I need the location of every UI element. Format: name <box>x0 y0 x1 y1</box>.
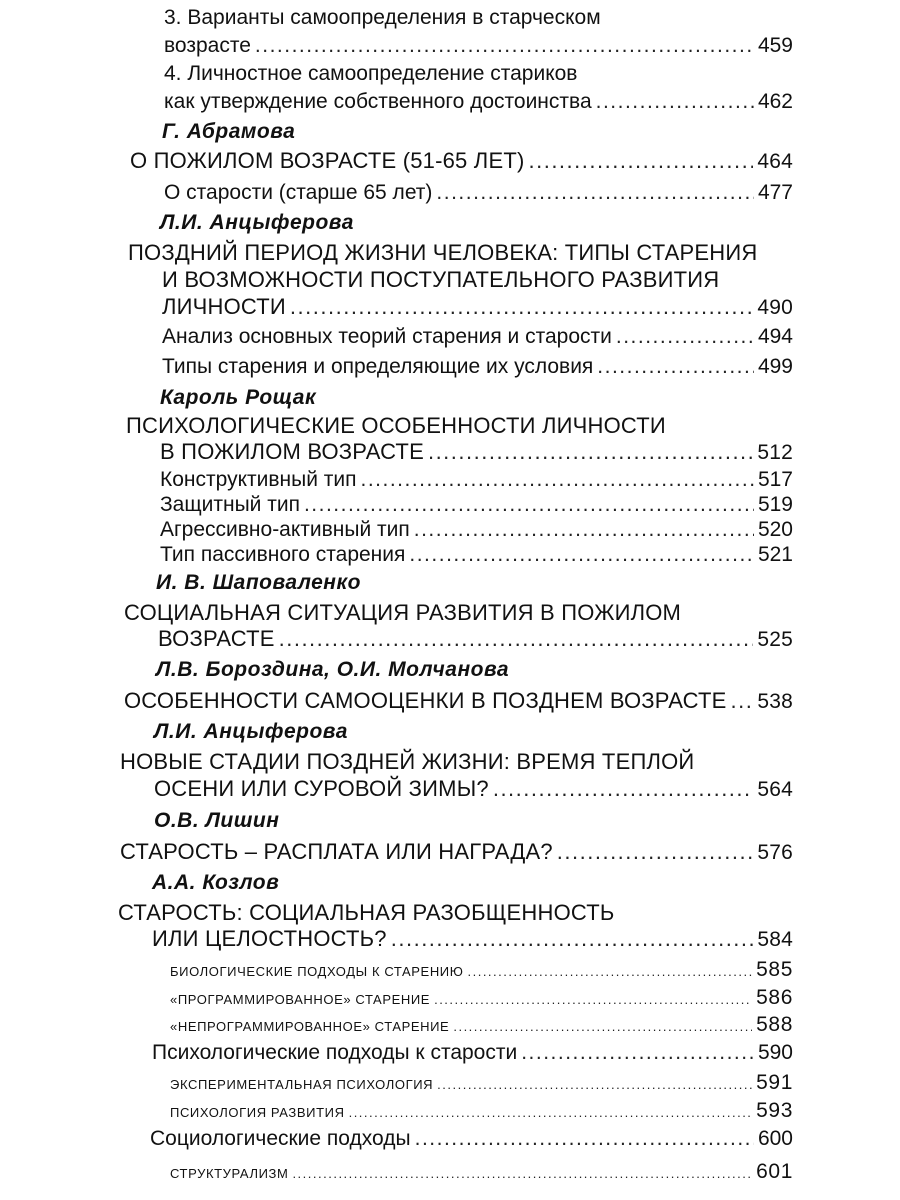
toc-entry-title: Анализ основных теорий старения и старости <box>162 325 612 348</box>
page-number: 600 <box>757 1127 793 1150</box>
toc-entry[interactable] <box>170 1070 793 1098</box>
dot-leader <box>414 517 754 543</box>
dot-leader <box>453 1014 752 1040</box>
page-number: 517 <box>757 468 793 491</box>
dot-leader <box>596 89 754 115</box>
toc-entry[interactable] <box>150 1126 793 1152</box>
dot-leader <box>597 354 754 380</box>
toc-entry-title: Агрессивно-активный тип <box>160 518 410 541</box>
page-number: 490 <box>757 296 793 319</box>
toc-entry-title: ПСИХОЛОГИЧЕСКИЕ ОСОБЕННОСТИ ЛИЧНОСТИ <box>126 413 666 438</box>
dot-leader <box>493 776 754 802</box>
toc-entry-title: СОЦИАЛЬНАЯ СИТУАЦИЯ РАЗВИТИЯ В ПОЖИЛОМ <box>124 600 682 625</box>
toc-entry[interactable] <box>120 839 793 866</box>
dot-leader <box>467 959 752 985</box>
dot-leader <box>304 492 754 518</box>
toc-entry-title: Типы старения и определяющие их условия <box>162 355 594 378</box>
page-number: 525 <box>757 628 793 651</box>
page-number: 588 <box>756 1013 793 1036</box>
toc-entry[interactable] <box>152 926 793 953</box>
page-number: 538 <box>757 690 793 713</box>
toc-entry-title: «НЕПРОГРАММИРОВАННОЕ» СТАРЕНИЕ <box>170 1019 450 1034</box>
toc-entry-title: И ВОЗМОЖНОСТИ ПОСТУПАТЕЛЬНОГО РАЗВИТИЯ <box>162 267 720 292</box>
toc-entry[interactable] <box>162 354 793 380</box>
toc-entry-title: СТАРОСТЬ – РАСПЛАТА ИЛИ НАГРАДА? <box>120 839 553 864</box>
toc-entry-title: НОВЫЕ СТАДИИ ПОЗДНЕЙ ЖИЗНИ: ВРЕМЯ ТЕПЛОЙ <box>120 749 695 774</box>
toc-entry[interactable] <box>162 294 793 321</box>
toc-entry-title: возрасте <box>164 34 251 57</box>
toc-entry[interactable] <box>164 33 793 59</box>
toc-entry-title: СТАРОСТЬ: СОЦИАЛЬНАЯ РАЗОБЩЕННОСТЬ <box>118 900 615 925</box>
toc-entry-title: БИОЛОГИЧЕСКИЕ ПОДХОДЫ К СТАРЕНИЮ <box>170 964 464 979</box>
toc-entry-title: ИЛИ ЦЕЛОСТНОСТЬ? <box>152 926 387 951</box>
toc-entry[interactable] <box>162 324 793 350</box>
page-number: 520 <box>757 518 793 541</box>
dot-leader <box>292 1161 752 1187</box>
toc-entry[interactable] <box>152 1040 793 1066</box>
toc-entry[interactable] <box>170 985 793 1013</box>
toc-entry-title: Защитный тип <box>160 493 300 516</box>
page-number: 590 <box>757 1041 793 1064</box>
author-name: Кароль Рощак <box>160 386 317 409</box>
toc-entry[interactable] <box>164 89 793 115</box>
dot-leader <box>415 1126 754 1152</box>
page-number: 521 <box>757 543 793 566</box>
toc-entry-title: ПСИХОЛОГИЯ РАЗВИТИЯ <box>170 1105 345 1120</box>
toc-entry-title: «ПРОГРАММИРОВАННОЕ» СТАРЕНИЕ <box>170 992 431 1007</box>
author-name: А.А. Козлов <box>152 871 280 894</box>
page-number: 585 <box>756 958 793 981</box>
page-number: 576 <box>757 841 793 864</box>
dot-leader <box>391 926 754 952</box>
dot-leader <box>279 626 754 652</box>
toc-entry-title: ЭКСПЕРИМЕНТАЛЬНАЯ ПСИХОЛОГИЯ <box>170 1077 434 1092</box>
page-number: 462 <box>757 90 793 113</box>
author-name: Л.И. Анцыферова <box>160 211 354 234</box>
toc-entry[interactable] <box>160 517 793 543</box>
toc-entry-title: О ПОЖИЛОМ ВОЗРАСТЕ (51-65 ЛЕТ) <box>130 148 525 173</box>
toc-entry[interactable] <box>124 688 793 715</box>
toc-entry-title: В ПОЖИЛОМ ВОЗРАСТЕ <box>160 439 424 464</box>
page-number: 499 <box>757 355 793 378</box>
toc-entry-title: ПОЗДНИЙ ПЕРИОД ЖИЗНИ ЧЕЛОВЕКА: ТИПЫ СТАРЕНИЯ <box>128 240 758 265</box>
page-number: 586 <box>756 986 793 1009</box>
toc-entry[interactable] <box>154 776 793 803</box>
dot-leader <box>409 542 754 568</box>
author-name: О.В. Лишин <box>154 809 280 832</box>
dot-leader <box>528 148 753 174</box>
page-number: 593 <box>756 1099 793 1122</box>
page-number: 512 <box>757 441 793 464</box>
page-number: 564 <box>757 778 793 801</box>
toc-entry-title: Тип пассивного старения <box>160 543 406 566</box>
toc-entry[interactable] <box>158 626 793 653</box>
page-number: 601 <box>756 1160 793 1183</box>
toc-entry-title: Психологические подходы к старости <box>152 1041 518 1064</box>
dot-leader <box>557 839 754 865</box>
toc-entry-title: Конструктивный тип <box>160 468 357 491</box>
dot-leader <box>436 180 754 206</box>
author-name: И. В. Шаповаленко <box>156 571 361 594</box>
page-number: 477 <box>757 181 793 204</box>
toc-entry-title: 3. Варианты самоопределения в старческом <box>164 6 601 29</box>
dot-leader <box>434 987 752 1013</box>
page-number: 591 <box>756 1071 793 1094</box>
dot-leader <box>349 1100 753 1126</box>
toc-entry-title: ВОЗРАСТЕ <box>158 626 275 651</box>
toc-entry[interactable] <box>164 180 793 206</box>
toc-entry[interactable] <box>160 492 793 518</box>
dot-leader <box>437 1072 752 1098</box>
dot-leader <box>290 294 753 320</box>
toc-entry-title: ЛИЧНОСТИ <box>162 294 286 319</box>
page-number: 494 <box>757 325 793 348</box>
toc-entry-title: как утверждение собственного достоинства <box>164 90 592 113</box>
toc-entry[interactable] <box>160 439 793 466</box>
page-number: 464 <box>757 150 793 173</box>
dot-leader <box>428 439 753 465</box>
dot-leader <box>616 324 754 350</box>
dot-leader <box>730 688 753 714</box>
dot-leader <box>360 467 753 493</box>
toc-entry-title: ОСЕНИ ИЛИ СУРОВОЙ ЗИМЫ? <box>154 776 489 801</box>
toc-entry[interactable] <box>160 467 793 493</box>
page-number: 459 <box>757 34 793 57</box>
dot-leader <box>255 33 754 59</box>
toc-entry[interactable] <box>170 1012 793 1040</box>
dot-leader <box>521 1040 754 1066</box>
toc-entry[interactable] <box>160 542 793 568</box>
toc-entry-title: Социологические подходы <box>150 1127 411 1150</box>
toc-entry-title: СТРУКТУРАЛИЗМ <box>170 1166 289 1181</box>
toc-entry-title: О старости (старше 65 лет) <box>164 181 433 204</box>
toc-entry[interactable] <box>170 1098 793 1126</box>
toc-entry[interactable] <box>170 957 793 985</box>
author-name: Г. Абрамова <box>162 120 296 143</box>
toc-entry-title: ОСОБЕННОСТИ САМООЦЕНКИ В ПОЗДНЕМ ВОЗРАСТЕ <box>124 688 727 713</box>
toc-entry-title: 4. Личностное самоопределение стариков <box>164 62 578 85</box>
author-name: Л.И. Анцыферова <box>154 720 348 743</box>
page-number: 584 <box>757 928 793 951</box>
toc-entry[interactable] <box>130 148 793 175</box>
toc-entry[interactable] <box>170 1159 793 1187</box>
author-name: Л.В. Бороздина, О.И. Молчанова <box>156 658 510 681</box>
page-number: 519 <box>757 493 793 516</box>
